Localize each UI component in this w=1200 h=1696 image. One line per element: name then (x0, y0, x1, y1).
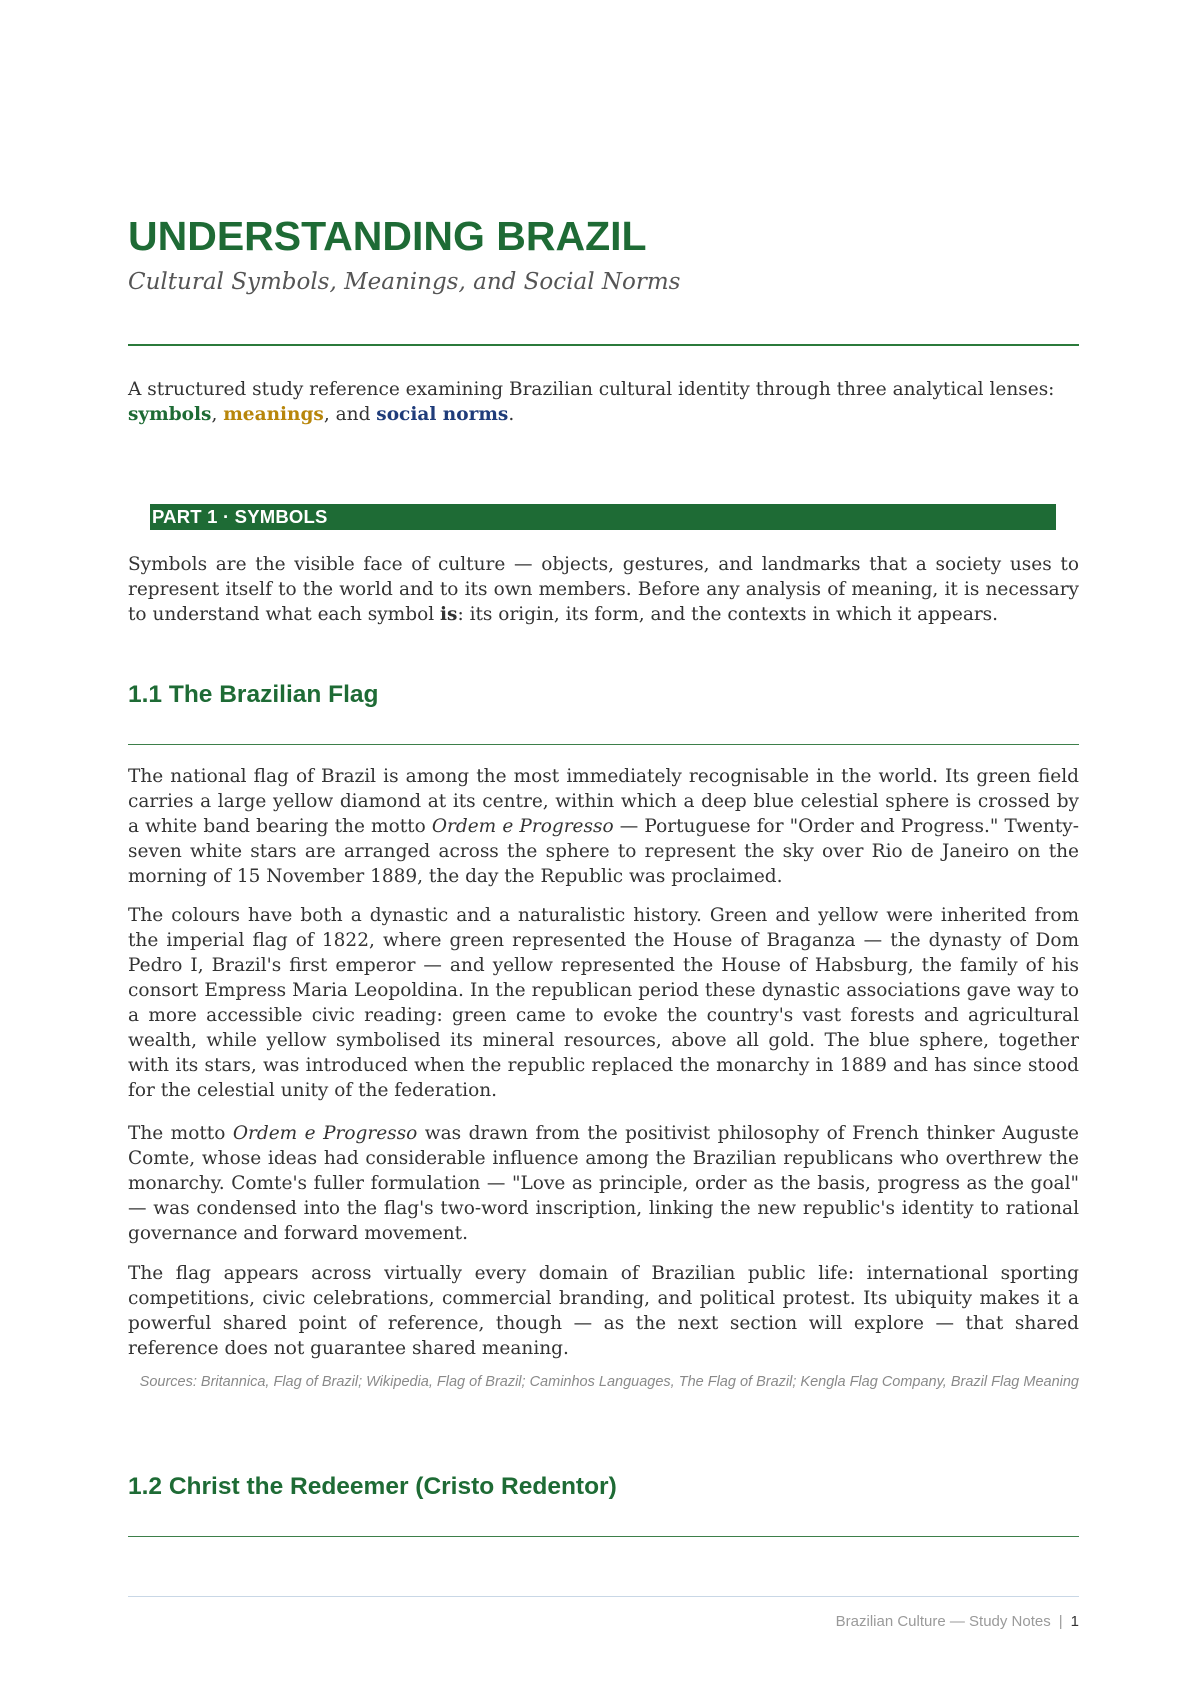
sources-note: Sources: Britannica, Flag of Brazil; Wikipedia, Flag of Brazil; Caminhos Languages, The Flag of Brazil; Kengla Flag Company, Brazil Flag Meaning (139, 1374, 1079, 1390)
intro-end: . (508, 404, 515, 425)
intro-separator: , (211, 404, 224, 425)
part-1-intro-text: Symbols are the visible face of culture — objects, gestures, and landmarks that a society uses to represent itself to the world and to its own members. Before any analysis of meaning, it is necessary to understand what each symbol (128, 554, 1079, 625)
flag-paragraph-3 (128, 1121, 1079, 1246)
part-1-label: PART 1 · SYMBOLS (152, 506, 328, 527)
footer-divider (128, 1596, 1079, 1597)
paragraph-text: — Portuguese for "Order and Progress." Twenty-seven white stars are arranged across the sphere to represent the sky over Rio de Janeiro on the morning of 15 November 1889, the day the Republic was proclaimed. (128, 816, 1079, 887)
paragraph-text: The national flag of Brazil is among the most immediately recognisable in the world. Its green field carries a large yellow diamond at its centre, within which a deep blue celestial sphere is crossed by a white band bearing the motto (128, 766, 1079, 837)
keyword-social-norms: social norms (376, 404, 509, 425)
keyword-meanings: meanings (223, 404, 324, 425)
footer-separator: | (1058, 1613, 1063, 1630)
section-1-2-heading: 1.2 Christ the Redeemer (Cristo Redentor) (128, 1473, 617, 1500)
flag-paragraph-1 (128, 764, 1079, 889)
paragraph-text: The motto (128, 1123, 233, 1144)
flag-paragraph-2: The colours have both a dynastic and a naturalistic history. Green and yellow were inherited from the imperial flag of 1822, where green represented the House of Braganza — the dynasty of Dom Pedro I, Brazil's first emperor — and yellow represented the House of Habsburg, the family of his consort Empress Maria Leopoldina. In the republican period these dynastic associations gave way to a more accessible civic reading: green came to evoke the country's vast forests and agricultural wealth, while yellow symbolised its mineral resources, above all gold. The blue sphere, together with its stars, was introduced when the republic replaced the monarchy in 1889 and has since stood for the celestial unity of the federation. (128, 905, 1079, 1101)
part-1-banner (150, 504, 1056, 530)
intro-text: A structured study reference examining Brazilian cultural identity through three analytical lenses: (128, 379, 1055, 400)
page-number: 1 (1070, 1613, 1079, 1630)
intro-paragraph (128, 377, 1079, 427)
motto-text: Ordem e Progresso (431, 816, 614, 837)
section-1-1-heading: 1.1 The Brazilian Flag (128, 681, 379, 708)
part-1-intro (128, 552, 1079, 627)
intro-separator: , and (323, 404, 377, 425)
part-1-intro-text: : its origin, its form, and the contexts in which it appears. (457, 604, 999, 625)
document-subtitle: Cultural Symbols, Meanings, and Social Norms (128, 269, 681, 295)
paragraph-text: was drawn from the positivist philosophy of French thinker Auguste Comte, whose ideas had considerable influence among the Brazilian republicans who overthrew the monarchy. Comte's fuller formulation — "Love as principle, order as the basis, progress as the goal" — was condensed into the flag's two-word inscription, linking the new republic's identity to rational governance and forward movement. (128, 1123, 1079, 1244)
section-1-2-divider (128, 1536, 1079, 1537)
page-footer (836, 1612, 1079, 1632)
title-divider (128, 344, 1079, 346)
motto-text: Ordem e Progresso (232, 1123, 418, 1144)
flag-paragraph-4: The flag appears across virtually every domain of Brazilian public life: international sporting competitions, civic celebrations, commercial branding, and political protest. Its ubiquity makes it a powerful shared point of reference, though — as the next section will explore — that shared reference does not guarantee shared meaning. (128, 1263, 1079, 1359)
keyword-symbols: symbols (128, 404, 212, 425)
footer-label: Brazilian Culture — Study Notes (835, 1613, 1051, 1630)
part-1-intro-emphasis: is (440, 604, 458, 625)
document-title: UNDERSTANDING BRAZIL (128, 213, 647, 259)
section-1-1-divider (128, 744, 1079, 745)
